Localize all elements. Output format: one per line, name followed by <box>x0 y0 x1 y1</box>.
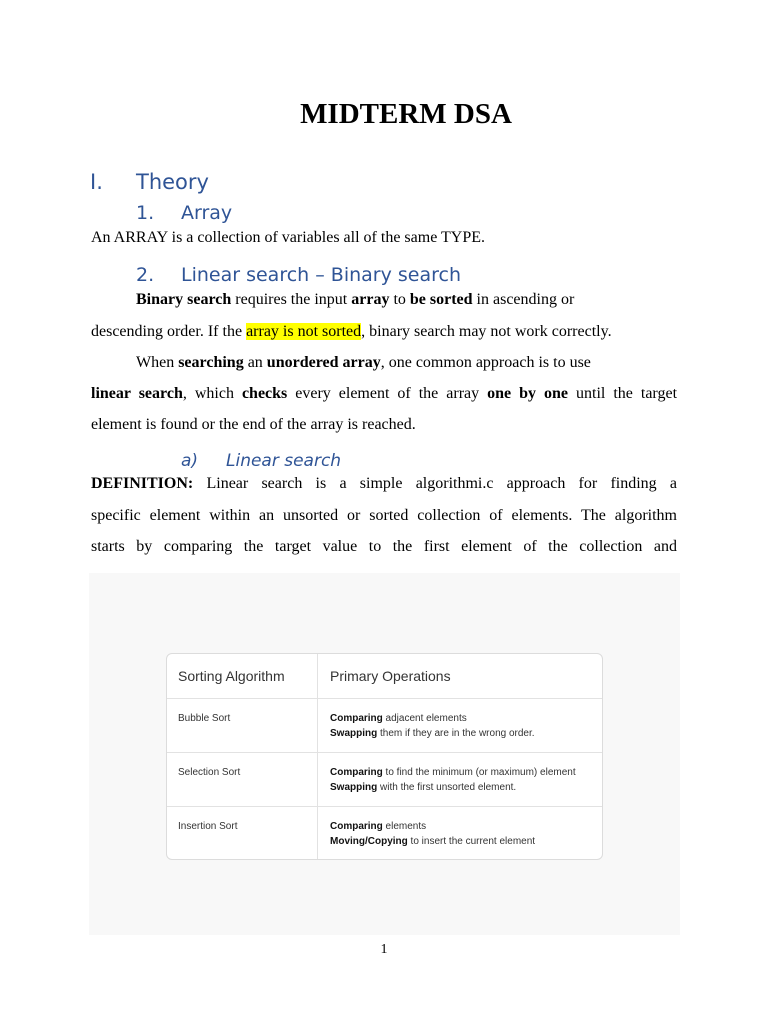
paragraph-line: starts by comparing the target value to the first element of the collection and <box>91 538 677 555</box>
paragraph-line: DEFINITION: Linear search is a simple algorithmi.c approach for finding a <box>91 475 677 492</box>
table-row <box>167 753 602 807</box>
sorting-table <box>166 653 603 860</box>
paragraph-line: Binary search requires the input array to be sorted in ascending or <box>136 291 575 308</box>
operations-cell: Comparing to find the minimum (or maximum) element Swapping with the first unsorted element. <box>330 767 576 793</box>
bold-term: be sorted <box>409 291 473 308</box>
operations-cell: Comparing adjacent elements Swapping them if they are in the wrong order. <box>330 713 535 739</box>
subsection-number: 2. <box>136 264 155 286</box>
bold-term: searching <box>178 354 244 371</box>
definition-label: DEFINITION: <box>91 475 194 492</box>
algorithm-name: Insertion Sort <box>178 821 238 832</box>
paragraph-line: linear search, which checks every element of the array one by one until the target <box>91 385 678 402</box>
bold-term: one by one <box>487 385 569 402</box>
array-definition: An ARRAY is a collection of variables all of the same TYPE. <box>91 229 486 246</box>
bold-term: checks <box>241 385 288 402</box>
section-number: I. <box>90 170 103 194</box>
section-heading: Theory <box>136 170 209 194</box>
table-row <box>167 807 602 860</box>
page-number: 1 <box>380 942 388 957</box>
bold-term: unordered array <box>266 354 381 371</box>
document-title: MIDTERM DSA <box>300 98 512 130</box>
paragraph-line: descending order. If the array is not sorted, binary search may not work correctly. <box>91 323 612 340</box>
paragraph-line: element is found or the end of the array is reached. <box>91 416 416 433</box>
algorithm-name: Selection Sort <box>178 767 241 778</box>
algorithm-name: Bubble Sort <box>178 713 231 724</box>
operations-cell: Comparing elements Moving/Copying to insert the current element <box>330 821 536 847</box>
subsubsection-number: a) <box>181 451 199 471</box>
header-cell: Sorting Algorithm <box>178 668 285 684</box>
bold-term: Binary search <box>136 291 232 308</box>
paragraph-line: When searching an unordered array, one common approach is to use <box>136 354 591 371</box>
table-header-row <box>167 654 602 699</box>
subsection-heading: Linear search – Binary search <box>181 264 461 286</box>
table-figure <box>89 573 680 935</box>
subsection-number: 1. <box>136 202 155 224</box>
bold-term: array <box>351 291 390 308</box>
highlighted-text: array is not sorted <box>246 323 362 340</box>
subsection-heading: Array <box>181 202 233 224</box>
subsubsection-heading: Linear search <box>226 451 342 471</box>
table-row <box>167 699 602 753</box>
header-cell: Primary Operations <box>330 668 451 684</box>
paragraph-line: specific element within an unsorted or sorted collection of elements. The algorithm <box>91 507 677 524</box>
bold-term: linear search <box>91 385 183 402</box>
